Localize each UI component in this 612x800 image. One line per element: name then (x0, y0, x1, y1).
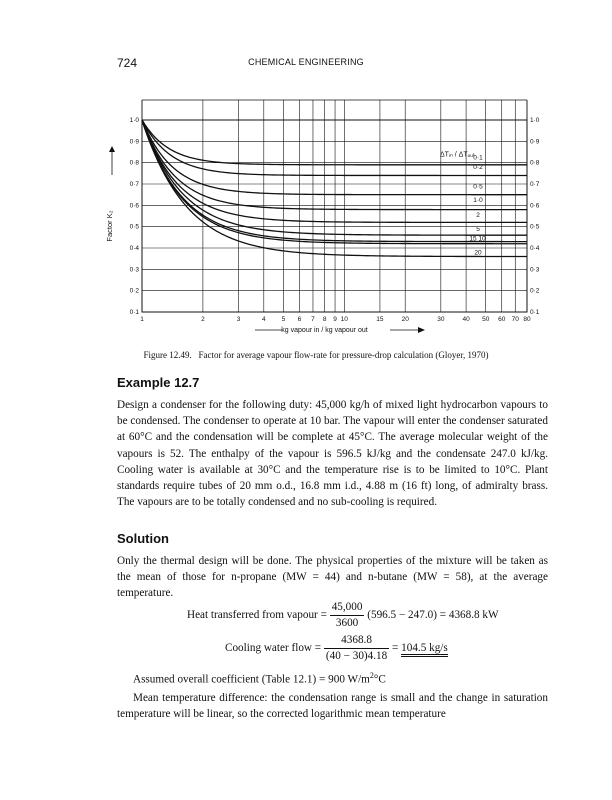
chart-grid (142, 100, 527, 312)
curve-label: 15 (469, 235, 477, 243)
right-tick-label: 0·2 (530, 287, 540, 295)
y-tick-label: 0·7 (129, 181, 139, 188)
figure-caption (100, 350, 532, 360)
right-tick-label: 0·6 (530, 202, 540, 210)
x-tick-label: 4 (261, 316, 266, 323)
page-header (0, 56, 612, 72)
chart-ticks (130, 117, 540, 323)
equation-heat-transferred (187, 600, 499, 631)
right-tick-label: 0·8 (530, 159, 540, 167)
eq2-equals: = (392, 642, 399, 655)
solution-intro: Only the thermal design will be done. The physical properties of the mixture will be taken as the mean of those for n-propane (MW = 44) and n-butane (MW = 58), at the average temperature. (117, 555, 548, 600)
assumed-unit: °C (373, 673, 386, 686)
eq1-numerator: 45,000 (330, 600, 365, 616)
eq1-lhs: Heat transferred from vapour = (187, 609, 327, 622)
running-title: CHEMICAL ENGINEERING (248, 57, 364, 67)
assumed-sup: 2 (369, 671, 374, 680)
y-axis-arrow-head (109, 146, 115, 152)
page-number: 724 (117, 56, 138, 70)
x-tick-label: 5 (281, 316, 286, 323)
eq2-lhs: Cooling water flow = (225, 642, 322, 655)
x-tick-label: 70 (511, 316, 519, 323)
curve-label: 10 (478, 235, 486, 243)
eq1-fraction (330, 600, 365, 631)
curve-15 (142, 120, 527, 244)
y-tick-label: 0·6 (129, 202, 139, 210)
x-axis-label: kg vapour in / kg vapour out (281, 327, 368, 334)
x-tick-label: 15 (376, 316, 384, 323)
solution-heading: Solution (117, 531, 169, 546)
mtd-paragraph: Mean temperature difference: the condensation range is small and the change in saturation temperature will be linear, so the corrected logarithmic mean temperature (117, 692, 548, 721)
y-tick-label: 0·5 (129, 223, 139, 231)
assumed-coefficient (133, 671, 386, 686)
curve-2 (142, 120, 527, 222)
x-tick-label: 80 (523, 316, 531, 323)
curve-0·2 (142, 120, 527, 175)
x-tick-label: 6 (297, 316, 302, 323)
curve-label: 2 (476, 212, 480, 220)
right-tick-label: 0·9 (530, 138, 540, 146)
curve-5 (142, 120, 527, 235)
x-tick-label: 7 (311, 316, 315, 323)
eq1-denominator: 3600 (335, 617, 359, 629)
eq2-denominator: (40 − 30)4.18 (325, 650, 388, 662)
x-tick-label: 60 (498, 316, 506, 323)
equation-cooling-water (225, 633, 448, 664)
y-tick-label: 0·4 (129, 245, 139, 252)
curve-label: 0·5 (473, 183, 483, 191)
x-axis-arrow-head (418, 327, 425, 333)
x-tick-label: 3 (236, 316, 241, 323)
y-tick-label: 0·1 (129, 309, 139, 316)
figure-chart (100, 80, 540, 342)
curve-label: 20 (474, 249, 482, 257)
right-tick-label: 0·7 (530, 181, 540, 188)
right-tick-label: 0·3 (530, 266, 540, 274)
example-body: Design a condenser for the following duty: 45,000 kg/h of mixed light hydrocarbon vapours to be condensed. The condenser to operate at 10 bar. The vapour will enter the condenser saturated at 60°C and the condensation will be complete at 45°C. The average molecular weight of the vapours is 52. The enthalpy of the vapour is 596.5 kJ/kg and the condensate 247.0 kJ/kg. Cooling water is available at 30°C and the temperature rise is to be limited to 10°C. Plant standards require tubes of 20 mm o.d., 16.8 mm i.d., 4.88 m (16 ft) long, of admiralty brass. The vapours are to be totally condensed and no sub-cooling is required. (117, 399, 548, 509)
x-tick-label: 8 (322, 316, 327, 323)
x-tick-label: 10 (340, 316, 348, 323)
curve-label: 0·1 (473, 154, 483, 162)
y-tick-label: 1·0 (129, 117, 139, 124)
legend-title: ΔTᵢₙ / ΔTₒᵤₜ (440, 151, 476, 159)
curve-10 (142, 120, 527, 242)
right-tick-label: 1·0 (530, 117, 540, 124)
example-heading: Example 12.7 (117, 375, 200, 390)
curve-label: 5 (476, 225, 480, 233)
x-tick-label: 20 (401, 316, 409, 323)
right-tick-label: 0·5 (530, 223, 540, 231)
figure-caption-label: Figure 12.49. (143, 350, 192, 360)
y-tick-label: 0·2 (129, 287, 139, 295)
eq2-fraction (324, 633, 389, 664)
y-tick-label: 0·9 (129, 138, 139, 146)
assumed-text: Assumed overall coefficient (Table 12.1) = 900 W/m (133, 673, 370, 686)
eq2-result: 104.5 kg/s (401, 642, 448, 657)
chart-labels (105, 146, 486, 334)
plot-frame (142, 120, 527, 312)
x-tick-label: 40 (462, 316, 470, 323)
curve-label: 1·0 (473, 197, 483, 205)
y-tick-label: 0·8 (129, 159, 139, 167)
eq1-rhs: (596.5 − 247.0) = 4368.8 kW (367, 609, 499, 622)
eq2-numerator: 4368.8 (324, 633, 389, 649)
x-tick-label: 50 (482, 316, 490, 323)
y-axis-label: Factor K₂ (105, 210, 114, 242)
x-tick-label: 9 (333, 316, 337, 323)
right-tick-label: 0·1 (530, 309, 540, 316)
figure-caption-text: Factor for average vapour flow-rate for pressure-drop calculation (Gloyer, 1970) (198, 350, 489, 360)
x-tick-label: 30 (437, 316, 445, 323)
x-tick-label: 1 (140, 316, 144, 323)
x-tick-label: 2 (201, 316, 205, 323)
y-tick-label: 0·3 (129, 266, 139, 274)
curve-label: 0·2 (473, 164, 483, 172)
right-tick-label: 0·4 (530, 245, 540, 252)
